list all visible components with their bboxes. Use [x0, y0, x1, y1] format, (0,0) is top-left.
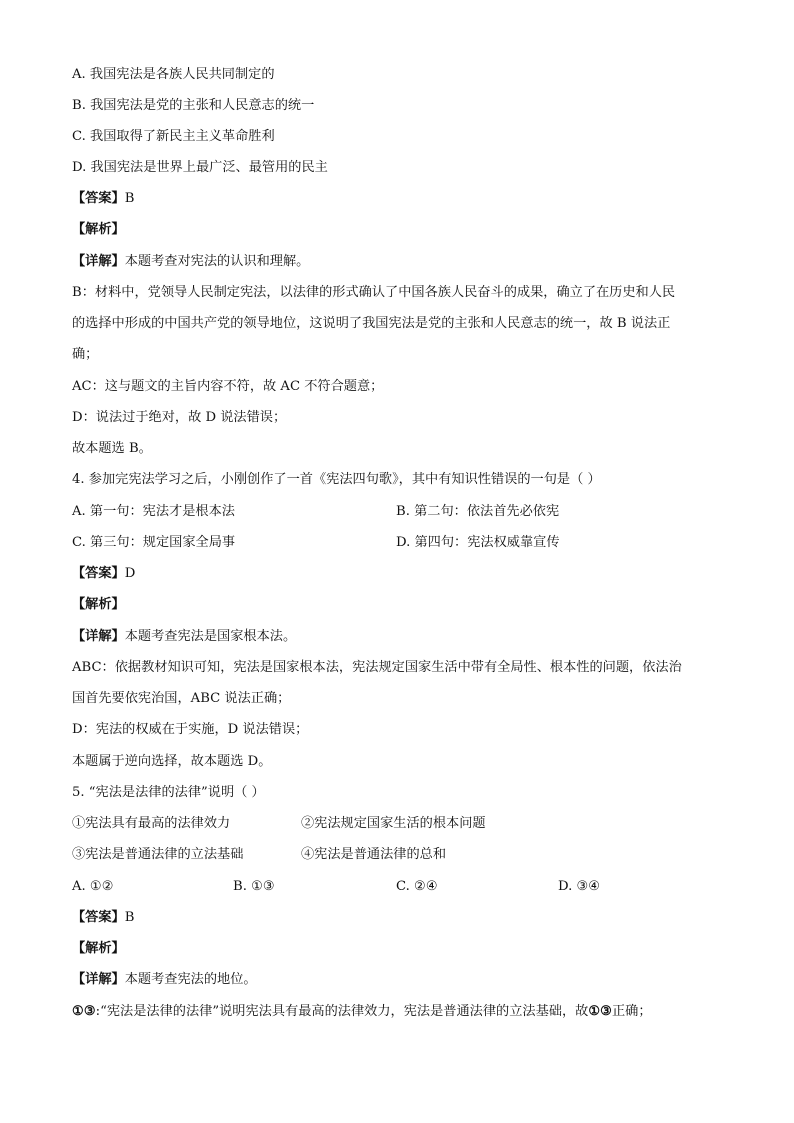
- q5-option-c: C. ②④: [396, 879, 438, 894]
- key-statements: ①③: [588, 1004, 612, 1019]
- q3-analysis-label: 【解析】: [72, 222, 125, 237]
- q4-detail-line: 国首先要依宪治国，ABC 说法正确；: [72, 691, 291, 706]
- q3-detail-line: B：材料中，党领导人民制定宪法，以法律的形式确认了中国各族人民奋斗的成果，确立了在历史和人民: [72, 285, 676, 300]
- q5-option-a: A. ①②: [72, 879, 114, 894]
- detail-intro-text: 本题考查宪法是国家根本法。: [124, 629, 297, 644]
- q5-answer: [72, 909, 134, 927]
- q4-option-d: D. 第四句：宪法权威靠宣传: [396, 535, 560, 550]
- q5-statement-2: ②宪法规定国家生活的根本问题: [301, 816, 486, 831]
- answer-value: B: [124, 191, 135, 206]
- q3-detail-line: AC：这与题文的主旨内容不符，故 AC 不符合题意；: [72, 379, 384, 394]
- q4-detail-line: D：宪法的权威在于实施，D 说法错误；: [72, 722, 309, 737]
- q3-option-c: C. 我国取得了新民主主义革命胜利: [72, 129, 275, 144]
- answer-label: 【答案】: [72, 566, 125, 581]
- q4-detail-intro: [72, 628, 296, 646]
- q4-option-a: A. 第一句：宪法才是根本法: [72, 504, 235, 519]
- detail-intro-text: 本题考查对宪法的认识和理解。: [124, 254, 310, 269]
- q5-detail-intro: [72, 971, 257, 989]
- q5-detail-line: [72, 1003, 652, 1021]
- answer-value: D: [124, 566, 136, 581]
- q3-answer: [72, 190, 134, 208]
- q5-statement-4: ④宪法是普通法律的总和: [301, 847, 447, 862]
- q5-statement-1: ①宪法具有最高的法律效力: [72, 816, 231, 831]
- q4-option-b: B. 第二句：依法首先必依宪: [396, 504, 560, 519]
- detail-intro-text: 本题考查宪法的地位。: [124, 972, 257, 987]
- answer-label: 【答案】: [72, 910, 125, 925]
- detail-label: 【详解】: [72, 972, 125, 987]
- q3-detail-intro: [72, 253, 309, 271]
- detail-text-end: 正确；: [612, 1004, 652, 1019]
- q4-stem: 4. 参加完宪法学习之后，小刚创作了一首《宪法四句歌》，其中有知识性错误的一句是（ ）: [72, 472, 601, 487]
- q3-detail-line: 的选择中形成的中国共产党的领导地位，这说明了我国宪法是党的主张和人民意志的统一，故 B 说法正: [72, 316, 671, 331]
- q5-analysis-label: 【解析】: [72, 941, 125, 956]
- q3-detail-line: 确；: [72, 347, 99, 362]
- q3-detail-line: D：说法过于绝对，故 D 说法错误；: [72, 410, 287, 425]
- detail-label: 【详解】: [72, 254, 125, 269]
- q4-answer: [72, 565, 135, 583]
- q5-option-b: B. ①③: [233, 879, 275, 894]
- q5-option-d: D. ③④: [558, 879, 601, 894]
- detail-text: :“宪法是法律的法律”说明宪法具有最高的法律效力，宪法是普通法律的立法基础，故: [95, 1004, 589, 1019]
- q4-detail-line: ABC：依据教材知识可知，宪法是国家根本法，宪法规定国家生活中带有全局性、根本性的问题，依法治: [72, 660, 682, 675]
- answer-label: 【答案】: [72, 191, 125, 206]
- q3-option-a: A. 我国宪法是各族人民共同制定的: [72, 67, 275, 82]
- q5-stem: 5. “宪法是法律的法律”说明（ ）: [72, 785, 265, 800]
- key-statements: ①③: [72, 1004, 96, 1019]
- q4-detail-line: 本题属于逆向选择，故本题选 D。: [72, 754, 272, 769]
- answer-value: B: [124, 910, 135, 925]
- q5-statement-3: ③宪法是普通法律的立法基础: [72, 847, 244, 862]
- q3-option-b: B. 我国宪法是党的主张和人民意志的统一: [72, 98, 315, 113]
- q4-option-c: C. 第三句：规定国家全局事: [72, 535, 236, 550]
- q3-option-d: D. 我国宪法是世界上最广泛、最管用的民主: [72, 160, 328, 175]
- q3-detail-line: 故本题选 B。: [72, 441, 152, 456]
- detail-label: 【详解】: [72, 629, 125, 644]
- q4-analysis-label: 【解析】: [72, 597, 125, 612]
